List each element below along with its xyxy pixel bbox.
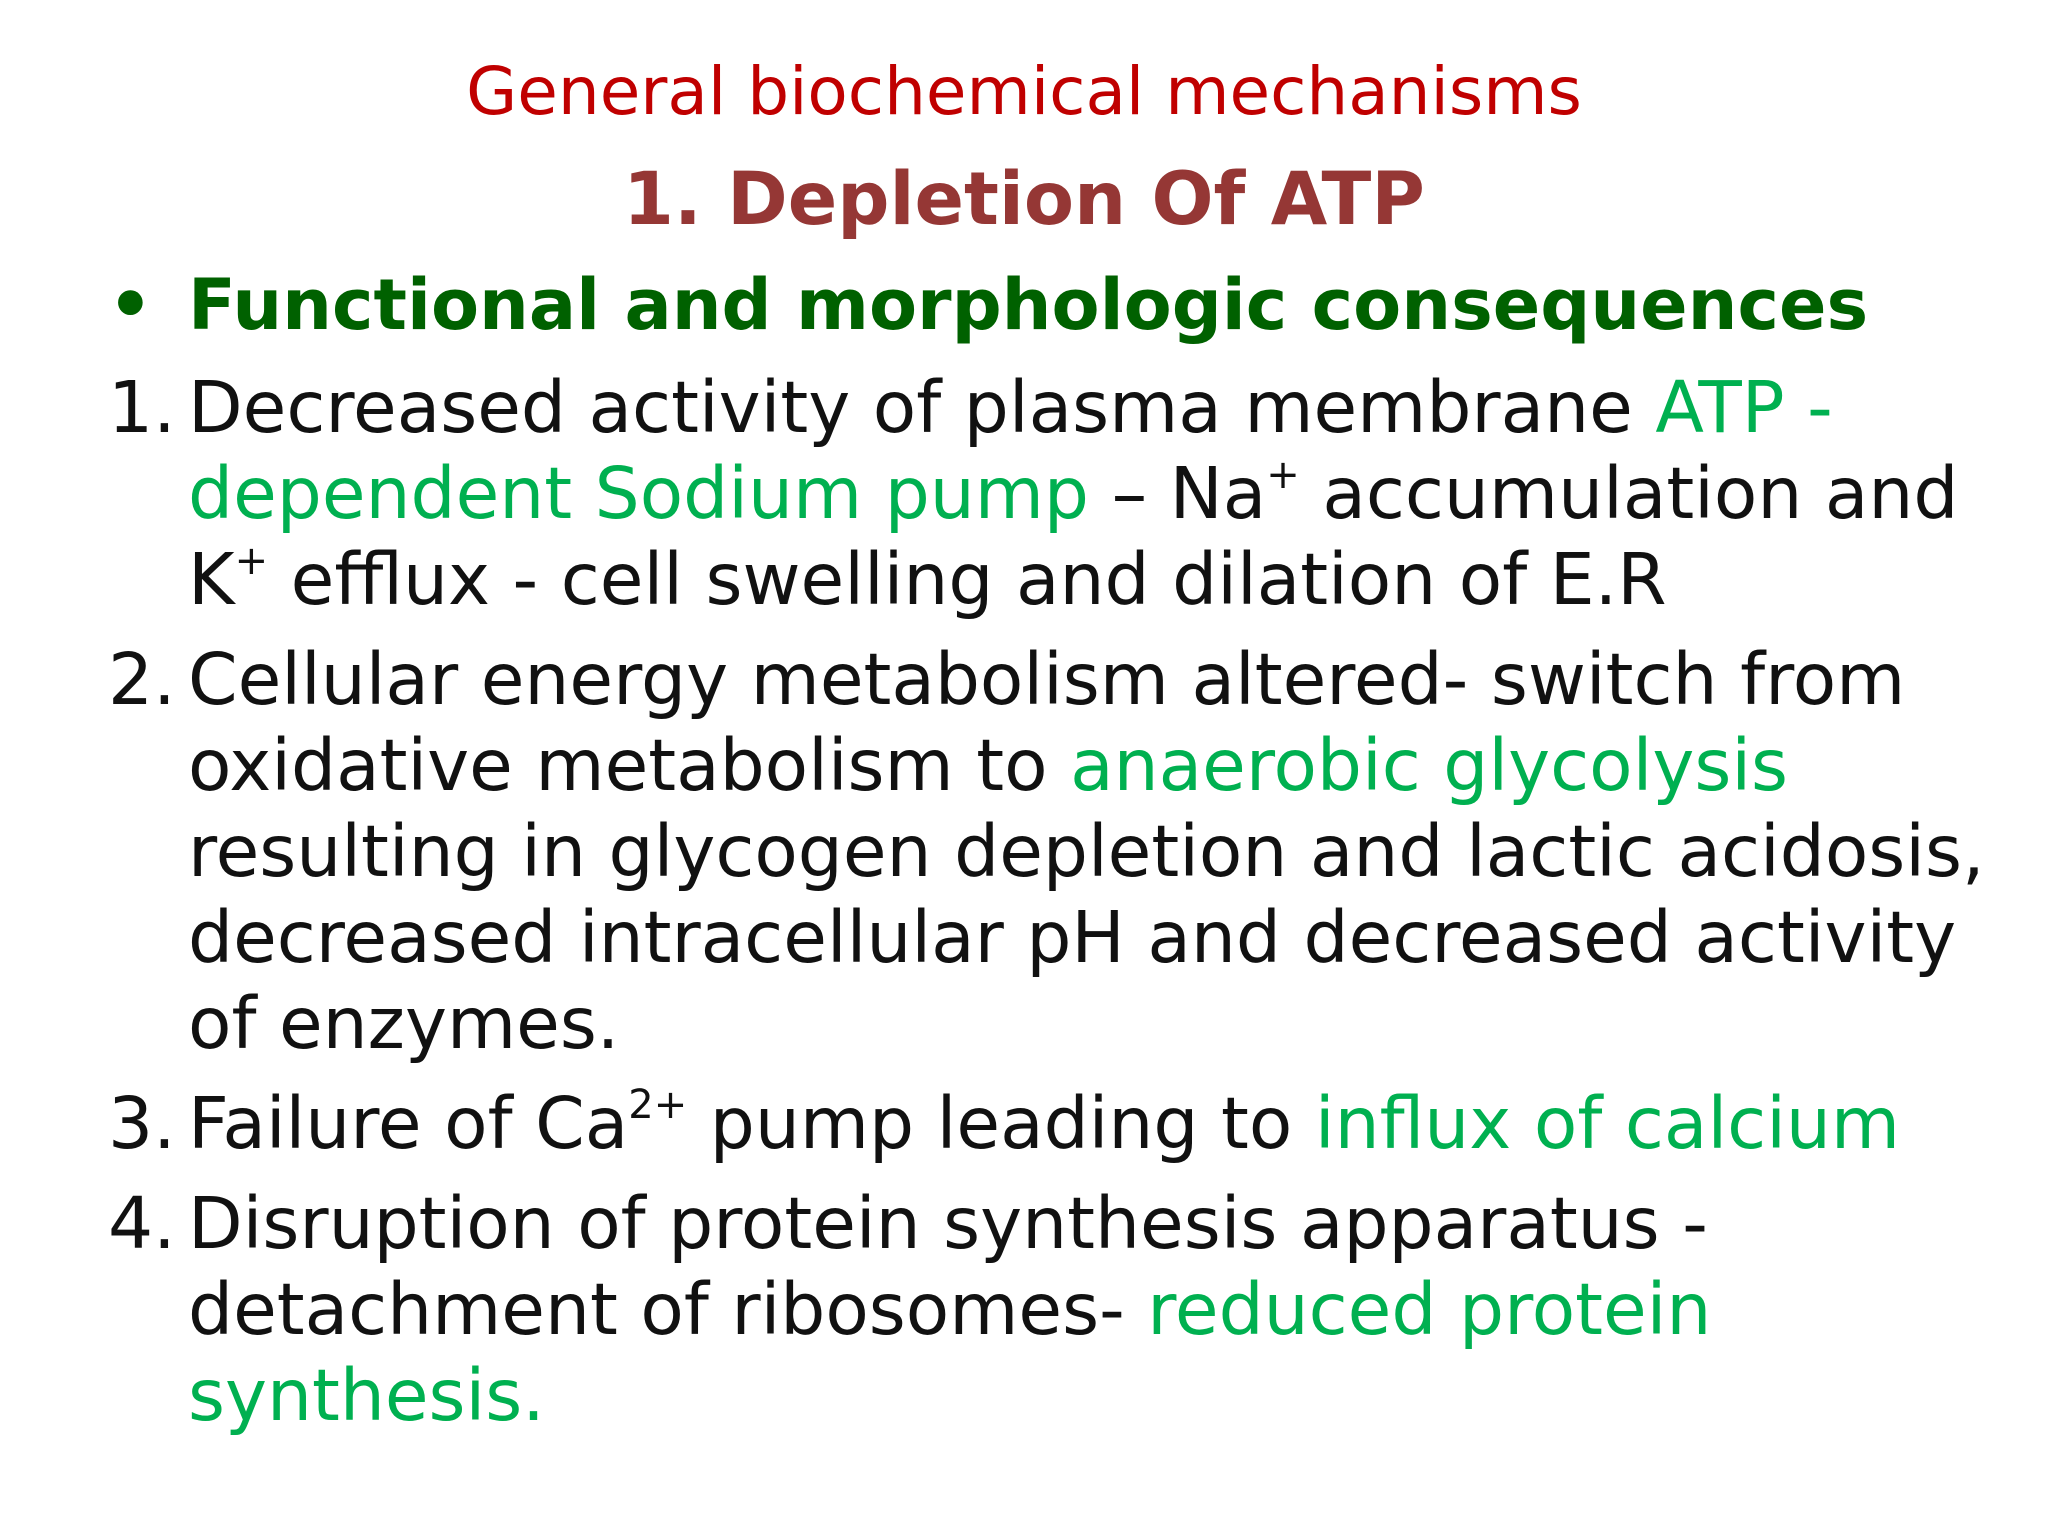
numbered-list — [108, 365, 2008, 1453]
highlight-text: dependent Sodium pump — [188, 452, 1089, 535]
slide-title: 1. Depletion Of ATP — [623, 157, 1425, 242]
list-item-line — [188, 365, 2008, 451]
list-item-number: 2. — [108, 638, 176, 721]
list-item-line: Cellular energy metabolism altered- switch from — [188, 638, 1906, 721]
superscript: 2+ — [628, 1082, 688, 1128]
list-item-line — [188, 723, 2008, 809]
list-item-line — [188, 1267, 2008, 1353]
list-item-line: resulting in glycogen depletion and lactic acidosis, — [188, 810, 1985, 893]
list-item-line: Disruption of protein synthesis apparatus - — [188, 1182, 1708, 1265]
list-item-1 — [108, 365, 2008, 623]
superscript: + — [1266, 452, 1300, 498]
superscript: + — [234, 538, 269, 584]
bullet-heading — [108, 262, 1868, 348]
text-run: K — [188, 538, 235, 621]
list-item-line: decreased intracellular pH and decreased activity — [188, 896, 1957, 979]
text-run: pump leading to — [687, 1082, 1315, 1165]
text-run: efflux - cell swelling and dilation of E.R — [268, 538, 1667, 621]
list-item-number: 4. — [108, 1182, 176, 1265]
list-item-line — [188, 1081, 2008, 1167]
list-item-line: of enzymes. — [188, 982, 620, 1065]
list-item-line: synthesis. — [188, 1354, 545, 1437]
bullet-marker: • — [108, 264, 153, 346]
list-item-number: 1. — [108, 366, 176, 449]
list-item-number: 3. — [108, 1082, 176, 1165]
list-item-3 — [108, 1081, 2008, 1167]
text-run: Failure of Ca — [188, 1082, 629, 1165]
text-run: Decreased activity of plasma membrane — [188, 366, 1656, 449]
highlight-text: anaerobic glycolysis — [1070, 724, 1789, 807]
list-item-line — [188, 451, 2008, 537]
text-run: oxidative metabolism to — [188, 724, 1071, 807]
highlight-text: reduced protein — [1147, 1268, 1712, 1351]
text-run: accumulation and — [1299, 452, 1959, 535]
slide-subtitle: General biochemical mechanisms — [466, 53, 1582, 130]
list-item-line — [188, 537, 2008, 623]
bullet-heading-text: Functional and morphologic consequences — [188, 264, 1869, 346]
highlight-text: ATP - — [1655, 366, 1833, 449]
list-item-4 — [108, 1181, 2008, 1439]
highlight-text: influx of calcium — [1314, 1082, 1901, 1165]
text-run: – Na — [1089, 452, 1267, 535]
text-run: detachment of ribosomes- — [188, 1268, 1148, 1351]
list-item-2 — [108, 637, 2008, 1067]
